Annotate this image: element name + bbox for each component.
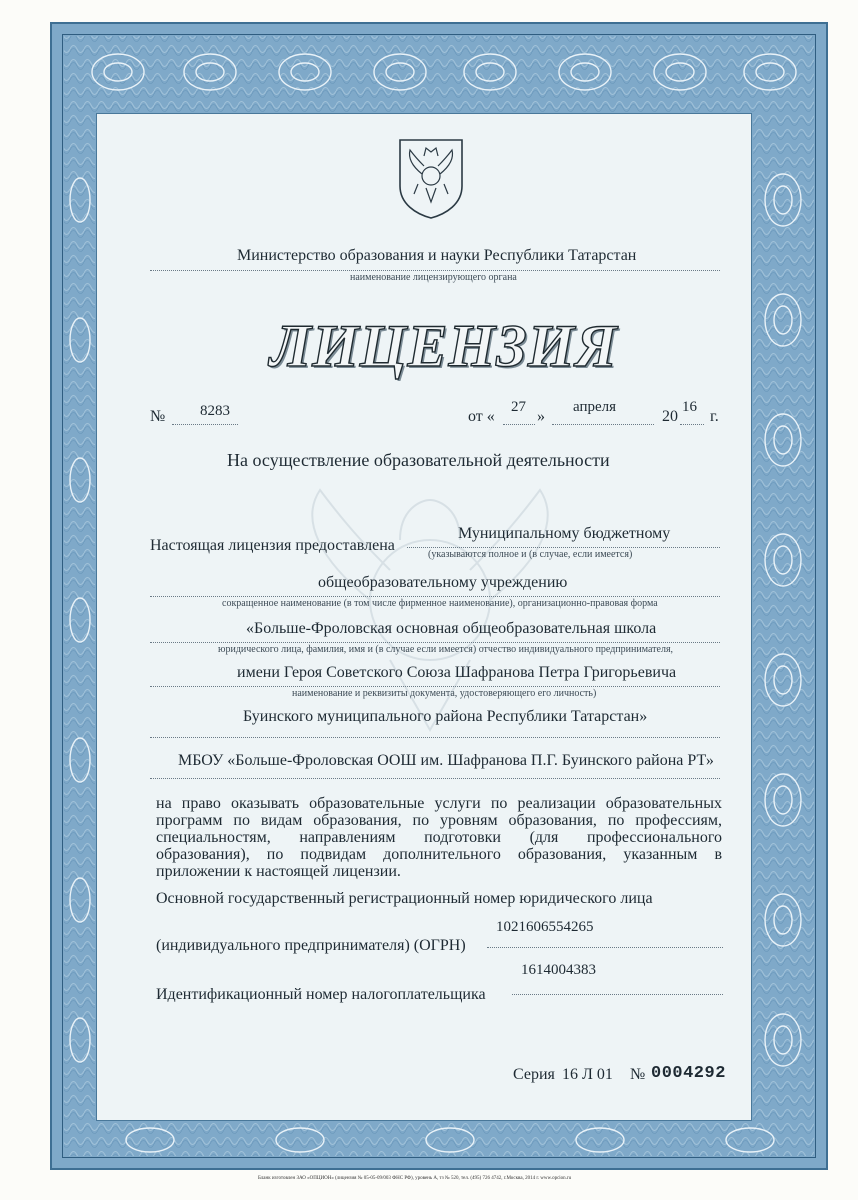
series-code: 16 Л 01 [562,1066,613,1083]
rights-line-1: на право оказывать образовательные услуги по реализации образовательных [156,795,722,812]
date-day: 27 [511,399,526,415]
license-subject: На осуществление образовательной деятельности [227,450,610,470]
holder-line-1: Муниципальному бюджетному [458,525,671,542]
rights-paragraph [156,795,722,880]
ogrn-label-2: (индивидуального предпринимателя) (ОГРН) [156,937,466,954]
inn-label: Идентификационный номер налогоплательщика [156,986,486,1003]
holder-line-3: «Больше-Фроловская основная общеобразовательная школа [246,620,657,637]
holder-underline-4 [150,686,720,687]
rights-line-4: образования), по подвидам дополнительного образования, указанным в [156,846,722,863]
date-month: апреля [573,399,617,415]
holder-caption-4: наименование и реквизиты документа, удостоверяющего его личность) [292,688,597,699]
rights-line-3: специальностям, направлениям подготовки (для профессионального [156,829,722,846]
inn-underline [512,994,723,995]
ogrn-underline [487,947,723,948]
date-year-suffix: 16 [682,399,697,415]
rights-line-2: программ по видам образования, по уровням образования, по профессиям, [156,812,722,829]
holder-caption-1: (указываются полное и (в случае, если имеется) [428,549,633,560]
series-number: 0004292 [651,1064,726,1083]
holder-caption-3: юридического лица, фамилия, имя и (в случае если имеется) отчество индивидуального предпринимателя, [218,644,674,655]
ministry-name: Министерство образования и науки Республики Татарстан [237,247,637,264]
ogrn-label-1: Основной государственный регистрационный номер юридического лица [156,890,653,907]
ogrn-value: 1021606554265 [496,919,594,935]
holder-underline-2 [150,596,720,597]
holder-underline-5 [150,737,720,738]
holder-line-2: общеобразовательному учреждению [318,574,568,591]
printer-footer: Бланк изготовлен ЗАО «ОПЦИОН» (лицензия № 05-05-09/003 ФНС РФ), уровень А, тз № 520, тел. (495) 726 4742, г.Москва, 2014 г. www.opcion.ru [258,1176,572,1181]
holder-short-name: МБОУ «Больше-Фроловская ООШ им. Шафранова П.Г. Буинского района РТ» [178,752,714,769]
ministry-caption: наименование лицензирующего органа [350,272,517,283]
series-number-sign: № [630,1066,646,1083]
date-from-label: от « [468,408,495,425]
rights-line-5: приложении к настоящей лицензии. [156,863,401,880]
holder-intro: Настоящая лицензия предоставлена [150,537,395,554]
month-underline [552,424,654,425]
ministry-underline [150,270,720,271]
holder-underline-6 [150,778,720,779]
date-day-close: » [537,408,545,425]
coat-of-arms-icon [396,136,466,220]
number-underline [172,424,238,425]
inn-value: 1614004383 [521,962,596,978]
year-underline [680,424,704,425]
day-underline [503,424,535,425]
document-title: ЛИЦЕНЗИЯ [270,313,618,379]
series-label: Серия [513,1066,555,1083]
holder-line-5: Буинского муниципального района Республики Татарстан» [243,708,648,725]
date-year-unit: г. [710,408,719,425]
date-year-prefix: 20 [662,408,678,425]
number-sign: № [150,408,166,425]
holder-underline-1 [407,547,720,548]
holder-underline-3 [150,642,720,643]
license-number: 8283 [200,403,230,419]
holder-line-4: имени Героя Советского Союза Шафранова Петра Григорьевича [237,664,677,681]
holder-caption-2: сокращенное наименование (в том числе фирменное наименование), организационно-правовая форма [222,598,658,609]
